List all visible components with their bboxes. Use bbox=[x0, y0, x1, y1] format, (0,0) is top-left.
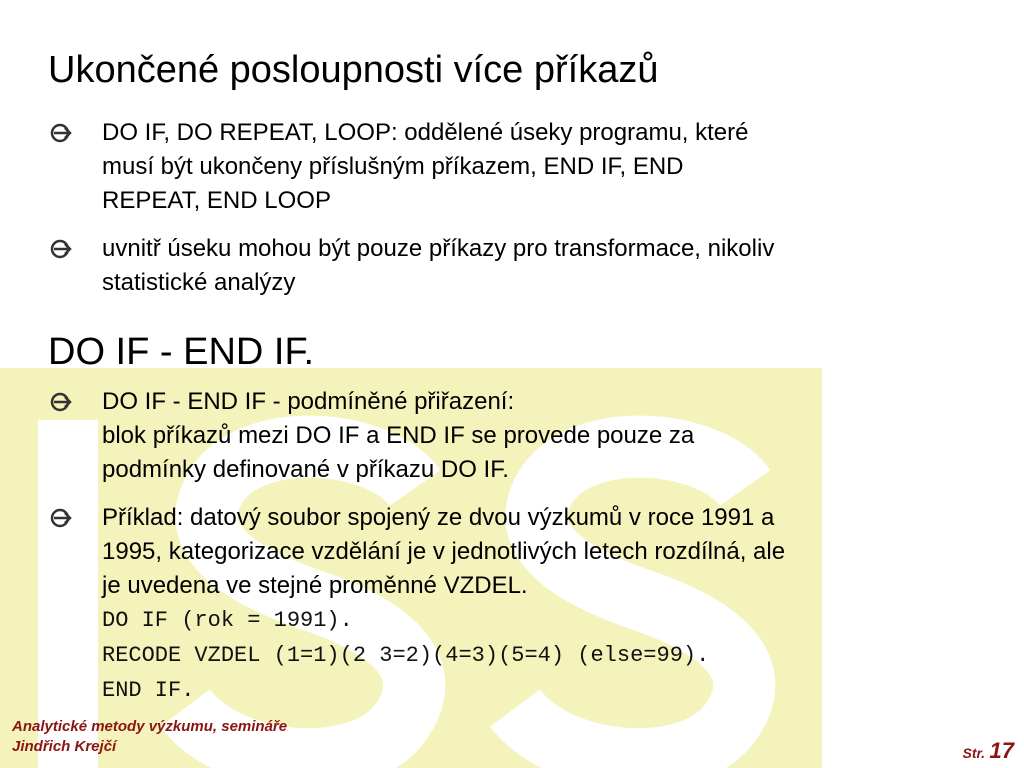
bullet-item bbox=[50, 116, 930, 218]
code-line: END IF. bbox=[102, 678, 195, 703]
bullet-text bbox=[102, 501, 785, 708]
bullet-line: statistické analýzy bbox=[102, 269, 296, 296]
code-line: RECODE VZDEL (1=1)(2 3=2)(4=3)(5=4) (else=99). bbox=[102, 643, 710, 668]
bullet-line: Příklad: datový soubor spojený ze dvou výzkumů v roce 1991 a bbox=[102, 504, 775, 531]
section-title: DO IF - END IF. bbox=[48, 331, 314, 373]
page-number: 17 bbox=[989, 738, 1014, 763]
bullet-line: DO IF - END IF - podmíněné přiřazení: bbox=[102, 388, 515, 415]
bullet-list-2 bbox=[50, 385, 930, 722]
page-label: Str. bbox=[962, 745, 986, 761]
bullet-line: uvnitř úseku mohou být pouze příkazy pro transformace, nikoliv bbox=[102, 235, 775, 262]
bullet-item bbox=[50, 501, 930, 708]
bullet-line: 1995, kategorizace vzdělání je v jednotlivých letech rozdílná, ale bbox=[102, 538, 786, 565]
bullet-line: blok příkazů mezi DO IF a END IF se provede pouze za bbox=[102, 422, 695, 449]
arrow-right-circle-icon bbox=[50, 385, 102, 487]
bullet-text bbox=[102, 385, 694, 487]
bullet-line: DO IF, DO REPEAT, LOOP: oddělené úseky programu, které bbox=[102, 119, 749, 146]
slide-title: Ukončené posloupnosti více příkazů bbox=[48, 49, 659, 91]
footer-credits bbox=[12, 717, 287, 757]
footer-author: Jindřich Krejčí bbox=[12, 738, 117, 755]
bullet-line: musí být ukončeny příslušným příkazem, END IF, END bbox=[102, 153, 684, 180]
bullet-list-1 bbox=[50, 116, 930, 314]
bullet-item bbox=[50, 385, 930, 487]
arrow-right-circle-icon bbox=[50, 116, 102, 218]
arrow-right-circle-icon bbox=[50, 501, 102, 708]
arrow-right-circle-icon bbox=[50, 232, 102, 300]
code-line: DO IF (rok = 1991). bbox=[102, 608, 353, 633]
footer-course: Analytické metody výzkumu, semináře bbox=[12, 718, 288, 735]
bullet-text bbox=[102, 116, 749, 218]
bullet-line: je uvedena ve stejné proměnné VZDEL. bbox=[102, 572, 528, 599]
bullet-line: REPEAT, END LOOP bbox=[102, 187, 331, 214]
page-indicator bbox=[962, 738, 1014, 764]
bullet-text bbox=[102, 232, 774, 300]
bullet-item bbox=[50, 232, 930, 300]
bullet-line: podmínky definované v příkazu DO IF. bbox=[102, 456, 509, 483]
